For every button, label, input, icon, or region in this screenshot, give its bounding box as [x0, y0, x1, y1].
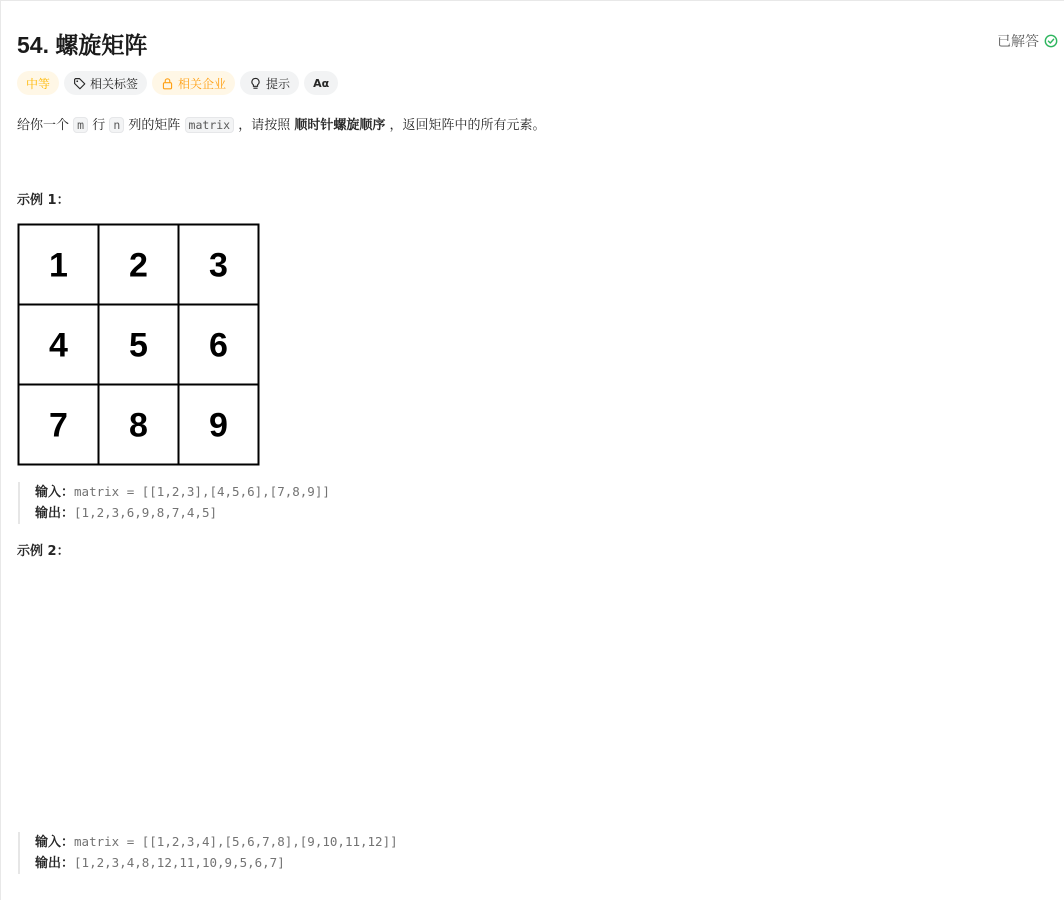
- related-tags-button[interactable]: [64, 71, 147, 95]
- solved-label: 已解答: [997, 34, 1039, 50]
- problem-description: [17, 115, 546, 136]
- example-2-matrix: [17, 574, 340, 817]
- hint-button[interactable]: [240, 71, 299, 95]
- output-label: 输出：: [35, 856, 75, 871]
- desc-bold: 顺时针螺旋顺序: [294, 118, 386, 133]
- desc-text-3: 列的矩阵: [124, 118, 185, 133]
- lightbulb-icon: [249, 77, 262, 90]
- example-2-input-line: [35, 832, 398, 853]
- example-1-matrix: [17, 223, 260, 466]
- translate-icon: Aα: [313, 76, 330, 90]
- problem-title: 54. 螺旋矩阵: [17, 32, 148, 58]
- input-value: matrix = [[1,2,3],[4,5,6],[7,8,9]]: [74, 484, 330, 499]
- input-label: 输入：: [35, 835, 75, 850]
- output-value: [1,2,3,4,8,12,11,10,9,5,6,7]: [74, 855, 285, 870]
- tag-bar: [17, 71, 338, 95]
- related-companies-label: 相关企业: [178, 76, 227, 91]
- desc-text-5: ，返回矩阵中的所有元素。: [385, 118, 546, 133]
- example-1-grid: [17, 223, 260, 466]
- example-1-output-line: [35, 503, 330, 524]
- code-matrix: matrix: [185, 117, 235, 133]
- example-2-title: 示例 2：: [17, 544, 70, 559]
- desc-text-4: ，请按照: [234, 118, 295, 133]
- related-companies-button[interactable]: [152, 71, 235, 95]
- example-2-io: [18, 832, 398, 874]
- solved-status[interactable]: [997, 31, 1058, 51]
- difficulty-label: 中等: [26, 76, 51, 91]
- cell-value: 9: [209, 406, 228, 445]
- hint-label: 提示: [266, 76, 291, 91]
- lock-icon: [161, 77, 174, 90]
- cell-value: 7: [49, 406, 68, 445]
- input-value: matrix = [[1,2,3,4],[5,6,7,8],[9,10,11,12]]: [74, 834, 398, 849]
- example-2-grid: [17, 574, 340, 817]
- related-tags-label: 相关标签: [90, 76, 139, 91]
- cell-value: 6: [209, 326, 228, 365]
- example-2-output-line: [35, 853, 398, 874]
- example-1-input-line: [35, 482, 330, 503]
- code-m: m: [73, 117, 88, 133]
- cell-value: 8: [129, 406, 148, 445]
- cell-value: 1: [49, 246, 68, 285]
- input-label: 输入：: [35, 485, 75, 500]
- code-n: n: [109, 117, 124, 133]
- example-1-io: [18, 482, 330, 524]
- cell-value: 4: [49, 326, 68, 365]
- desc-text-2: 行: [88, 118, 110, 133]
- tag-icon: [73, 77, 86, 90]
- check-circle-icon: [1044, 34, 1058, 48]
- cell-value: 2: [129, 246, 148, 285]
- translate-button[interactable]: [304, 71, 338, 95]
- output-label: 输出：: [35, 506, 75, 521]
- example-1-title: 示例 1：: [17, 193, 70, 208]
- desc-text-1: 给你一个: [17, 118, 74, 133]
- cell-value: 3: [209, 246, 228, 285]
- difficulty-badge: [17, 71, 59, 95]
- output-value: [1,2,3,6,9,8,7,4,5]: [74, 505, 218, 520]
- cell-value: 5: [129, 326, 148, 365]
